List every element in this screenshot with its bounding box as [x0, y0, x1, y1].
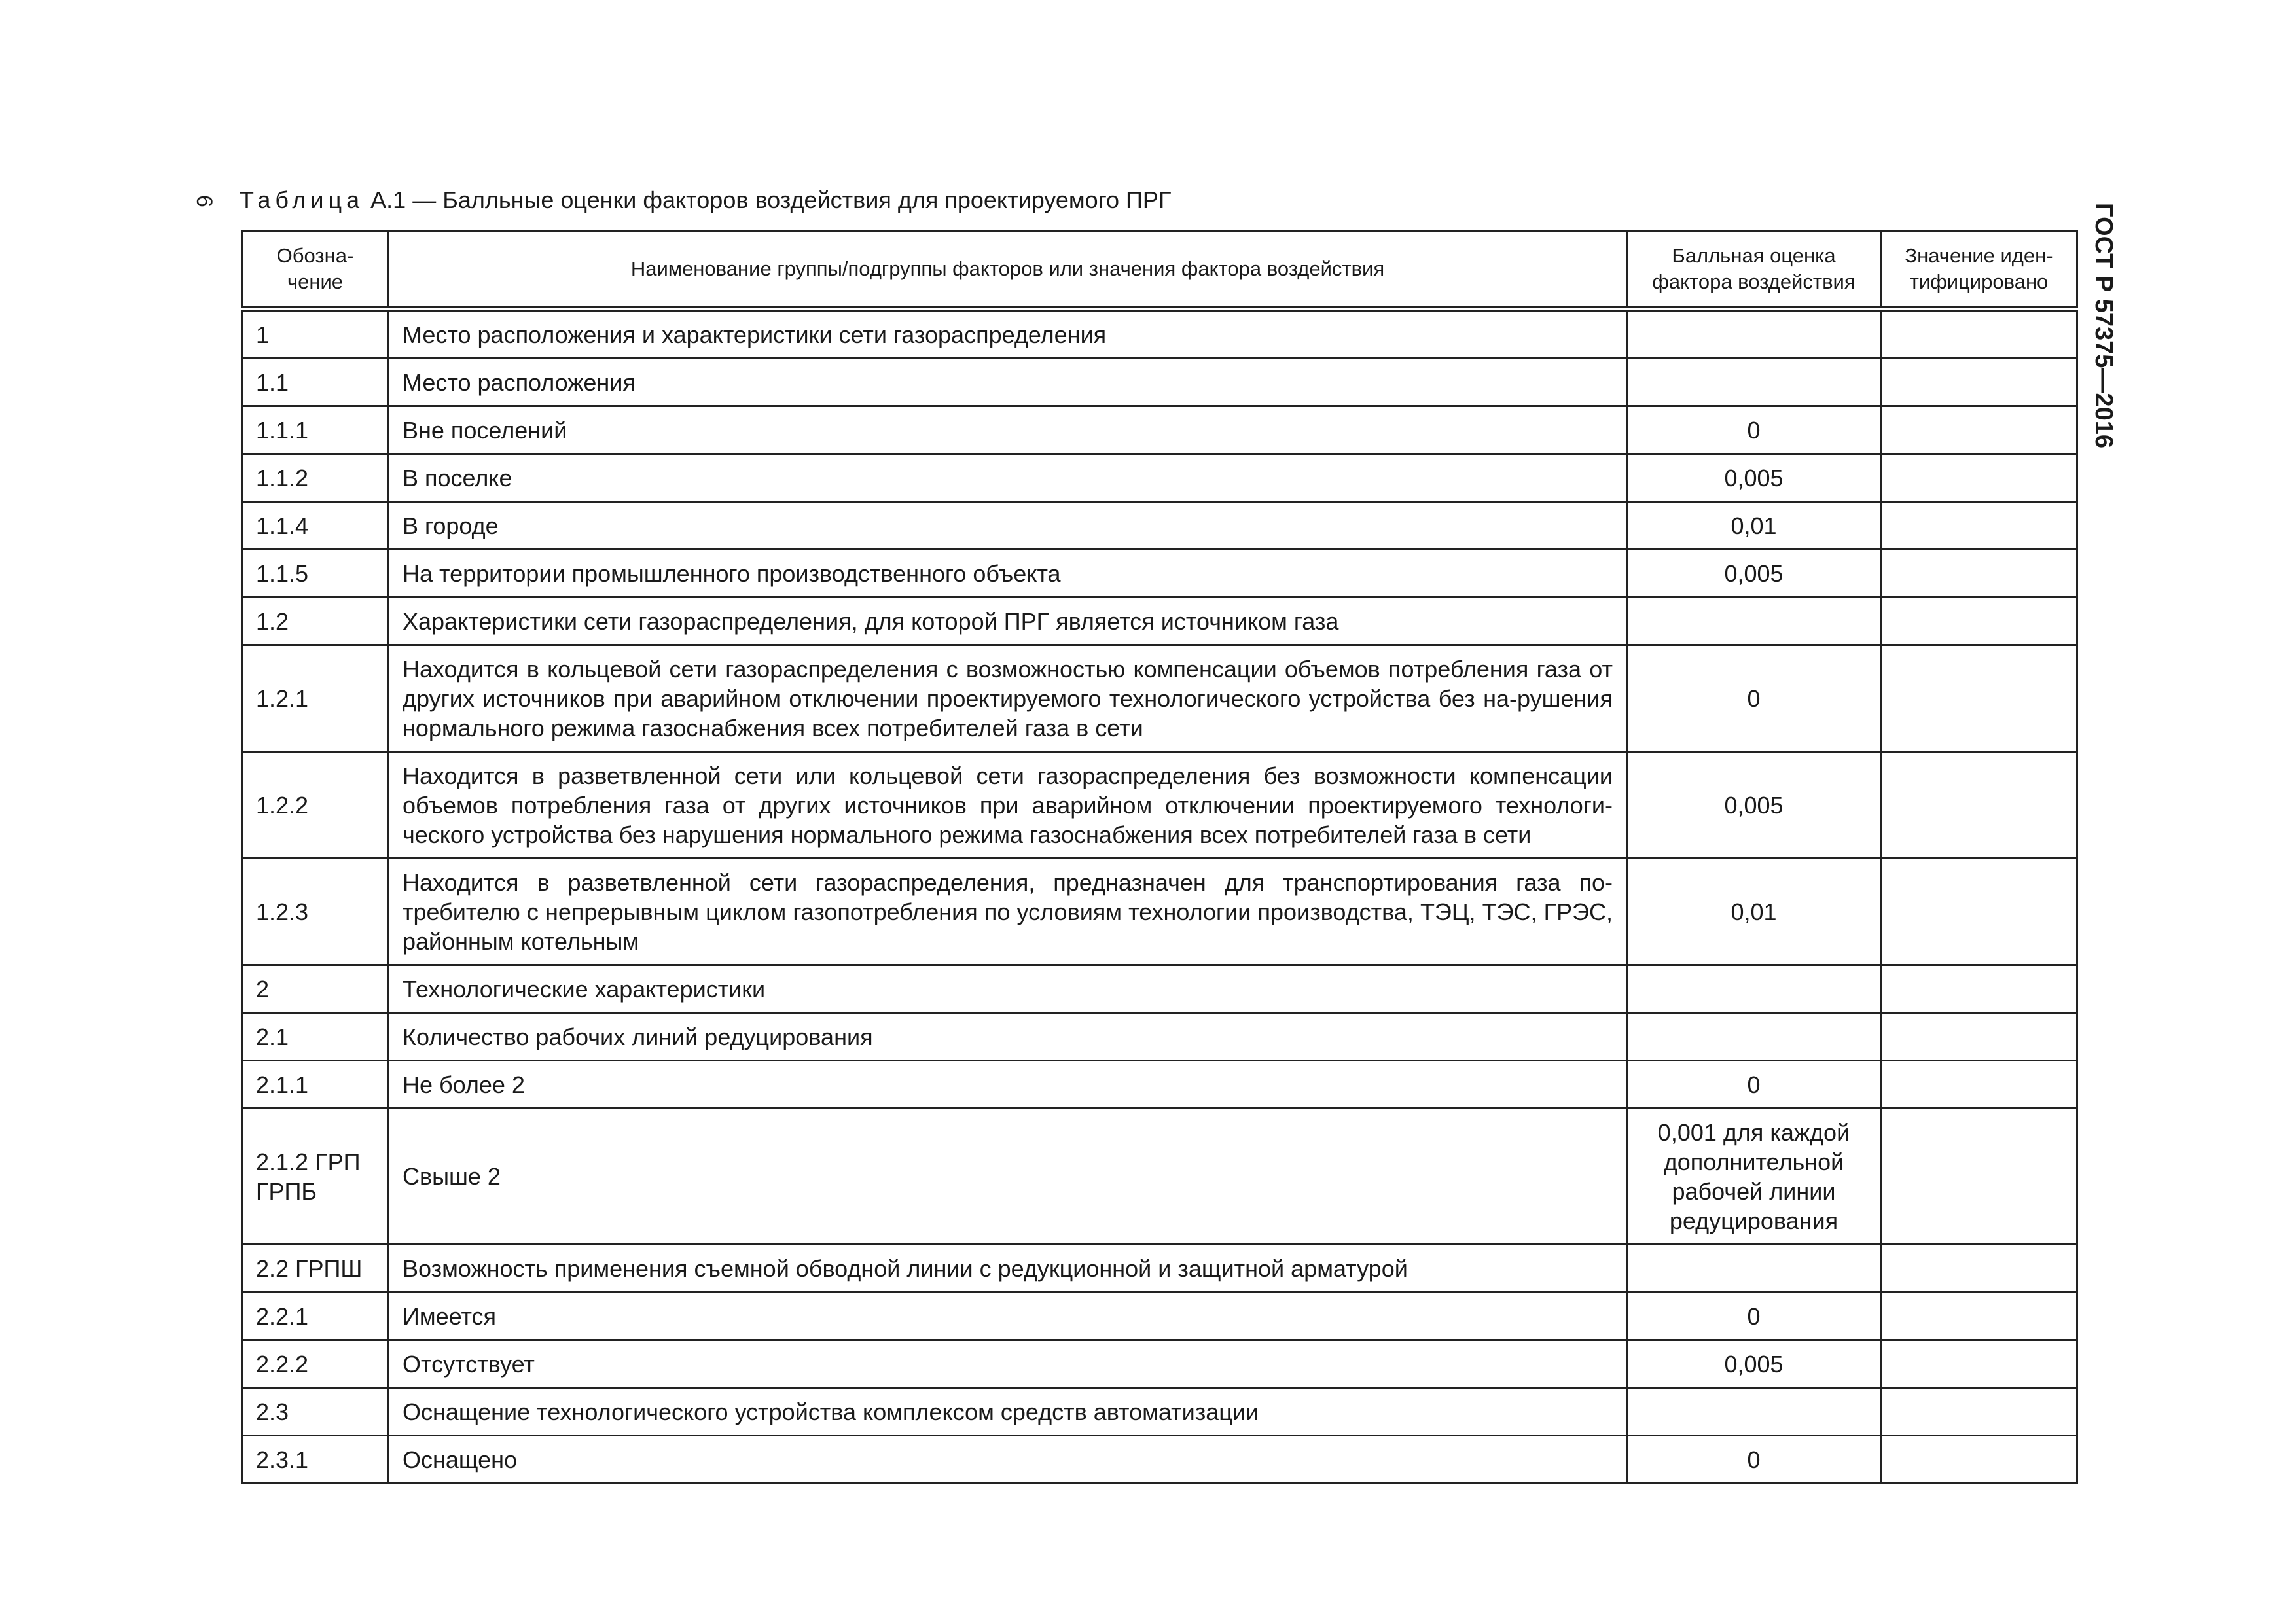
row-identified [1881, 1109, 2077, 1245]
row-score: 0,005 [1627, 454, 1881, 502]
row-score: 0,005 [1627, 550, 1881, 597]
row-name: В городе [389, 502, 1627, 550]
standard-code: ГОСТ Р 57375—2016 [2090, 203, 2117, 448]
table-row [242, 1061, 2077, 1109]
row-identified [1881, 859, 2077, 965]
row-identified [1881, 1388, 2077, 1436]
caption-text: А.1 — Балльные оценки факторов воздействия для проектируемого ПРГ [364, 187, 1172, 213]
row-identified [1881, 597, 2077, 645]
table-row [242, 1340, 2077, 1388]
page-number: 6 [191, 195, 217, 207]
row-score: 0,005 [1627, 1340, 1881, 1388]
row-name: На территории промышленного производственного объекта [389, 550, 1627, 597]
row-identified [1881, 359, 2077, 406]
row-name: Место расположения [389, 359, 1627, 406]
row-score: 0 [1627, 406, 1881, 454]
factor-scores-table [241, 230, 2078, 1484]
row-score: 0 [1627, 645, 1881, 752]
row-score: 0 [1627, 1061, 1881, 1109]
table-row [242, 502, 2077, 550]
row-name: Находится в разветвленной сети газораспределения, предназначен для транспортирования газа по-требителю с непрерывным циклом газопотребления по условиям технологии производства, ТЭЦ, ТЭС, ГРЭС, районным котельным [389, 859, 1627, 965]
row-identified [1881, 502, 2077, 550]
row-name: Место расположения и характеристики сети газораспределения [389, 309, 1627, 359]
row-name: Вне поселений [389, 406, 1627, 454]
row-code: 2.3 [242, 1388, 389, 1436]
table-row [242, 309, 2077, 359]
row-name: Оснащение технологического устройства комплексом средств автоматизации [389, 1388, 1627, 1436]
table-row [242, 550, 2077, 597]
row-name: Имеется [389, 1293, 1627, 1340]
row-identified [1881, 1061, 2077, 1109]
row-score [1627, 1245, 1881, 1293]
row-score: 0 [1627, 1436, 1881, 1484]
row-name: Свыше 2 [389, 1109, 1627, 1245]
table-row [242, 645, 2077, 752]
row-code: 1.2.1 [242, 645, 389, 752]
table-row [242, 1109, 2077, 1245]
table-row [242, 359, 2077, 406]
standard-code-vertical [2091, 203, 2144, 491]
row-identified [1881, 1013, 2077, 1061]
row-name: Отсутствует [389, 1340, 1627, 1388]
header-score: Балльная оценка фактора воздействия [1627, 232, 1881, 309]
row-score [1627, 1013, 1881, 1061]
row-identified [1881, 965, 2077, 1013]
row-identified [1881, 309, 2077, 359]
row-code: 1.2 [242, 597, 389, 645]
table-row [242, 1245, 2077, 1293]
row-name: Количество рабочих линий редуцирования [389, 1013, 1627, 1061]
row-code: 2 [242, 965, 389, 1013]
table-header-row [242, 232, 2077, 309]
header-code: Обозна-чение [242, 232, 389, 309]
row-code: 2.3.1 [242, 1436, 389, 1484]
table-row [242, 1013, 2077, 1061]
row-code: 1.1.1 [242, 406, 389, 454]
table-caption [240, 187, 1171, 214]
caption-label: Таблица [240, 187, 365, 213]
row-code: 1 [242, 309, 389, 359]
row-code: 1.1.2 [242, 454, 389, 502]
row-score: 0 [1627, 1293, 1881, 1340]
table-row [242, 597, 2077, 645]
row-name: Возможность применения съемной обводной линии с редукционной и защитной арматурой [389, 1245, 1627, 1293]
row-code: 1.1.5 [242, 550, 389, 597]
row-score [1627, 359, 1881, 406]
row-identified [1881, 550, 2077, 597]
table-row [242, 965, 2077, 1013]
row-identified [1881, 1293, 2077, 1340]
row-score: 0,01 [1627, 502, 1881, 550]
row-code: 2.2.1 [242, 1293, 389, 1340]
table-row [242, 1293, 2077, 1340]
row-name: Не более 2 [389, 1061, 1627, 1109]
row-identified [1881, 752, 2077, 859]
row-score [1627, 965, 1881, 1013]
row-score [1627, 597, 1881, 645]
header-identified: Значение иден-тифицировано [1881, 232, 2077, 309]
row-code: 2.2.2 [242, 1340, 389, 1388]
row-score: 0,001 для каждой дополнительной рабочей линии редуцирования [1627, 1109, 1881, 1245]
table-row [242, 1388, 2077, 1436]
row-code: 1.2.2 [242, 752, 389, 859]
table-row [242, 454, 2077, 502]
row-code: 2.1.1 [242, 1061, 389, 1109]
row-identified [1881, 1436, 2077, 1484]
row-identified [1881, 1245, 2077, 1293]
row-code: 2.2 ГРПШ [242, 1245, 389, 1293]
row-score: 0,005 [1627, 752, 1881, 859]
row-code: 2.1.2 ГРП ГРПБ [242, 1109, 389, 1245]
row-identified [1881, 454, 2077, 502]
row-code: 1.1.4 [242, 502, 389, 550]
table-row [242, 1436, 2077, 1484]
row-identified [1881, 1340, 2077, 1388]
row-name: В поселке [389, 454, 1627, 502]
table-body [242, 309, 2077, 1484]
row-score [1627, 309, 1881, 359]
row-name: Находится в кольцевой сети газораспределения с возможностью компенсации объемов потребления газа от других источников при аварийном отключении проектируемого технологического устройства без на-рушения нормального режима газоснабжения всех потребителей газа в сети [389, 645, 1627, 752]
row-code: 1.1 [242, 359, 389, 406]
row-code: 2.1 [242, 1013, 389, 1061]
table-row [242, 752, 2077, 859]
table-row [242, 859, 2077, 965]
row-code: 1.2.3 [242, 859, 389, 965]
row-identified [1881, 406, 2077, 454]
row-identified [1881, 645, 2077, 752]
row-name: Характеристики сети газораспределения, для которой ПРГ является источником газа [389, 597, 1627, 645]
row-score [1627, 1388, 1881, 1436]
header-name: Наименование группы/подгруппы факторов или значения фактора воздействия [389, 232, 1627, 309]
row-score: 0,01 [1627, 859, 1881, 965]
row-name: Технологические характеристики [389, 965, 1627, 1013]
row-name: Оснащено [389, 1436, 1627, 1484]
table-row [242, 406, 2077, 454]
row-name: Находится в разветвленной сети или кольцевой сети газораспределения без возможности компенсации объемов потребления газа от других источников при аварийном отключении проектируемого технологи-ческого устройства без нарушения нормального режима газоснабжения всех потребителей газа в сети [389, 752, 1627, 859]
